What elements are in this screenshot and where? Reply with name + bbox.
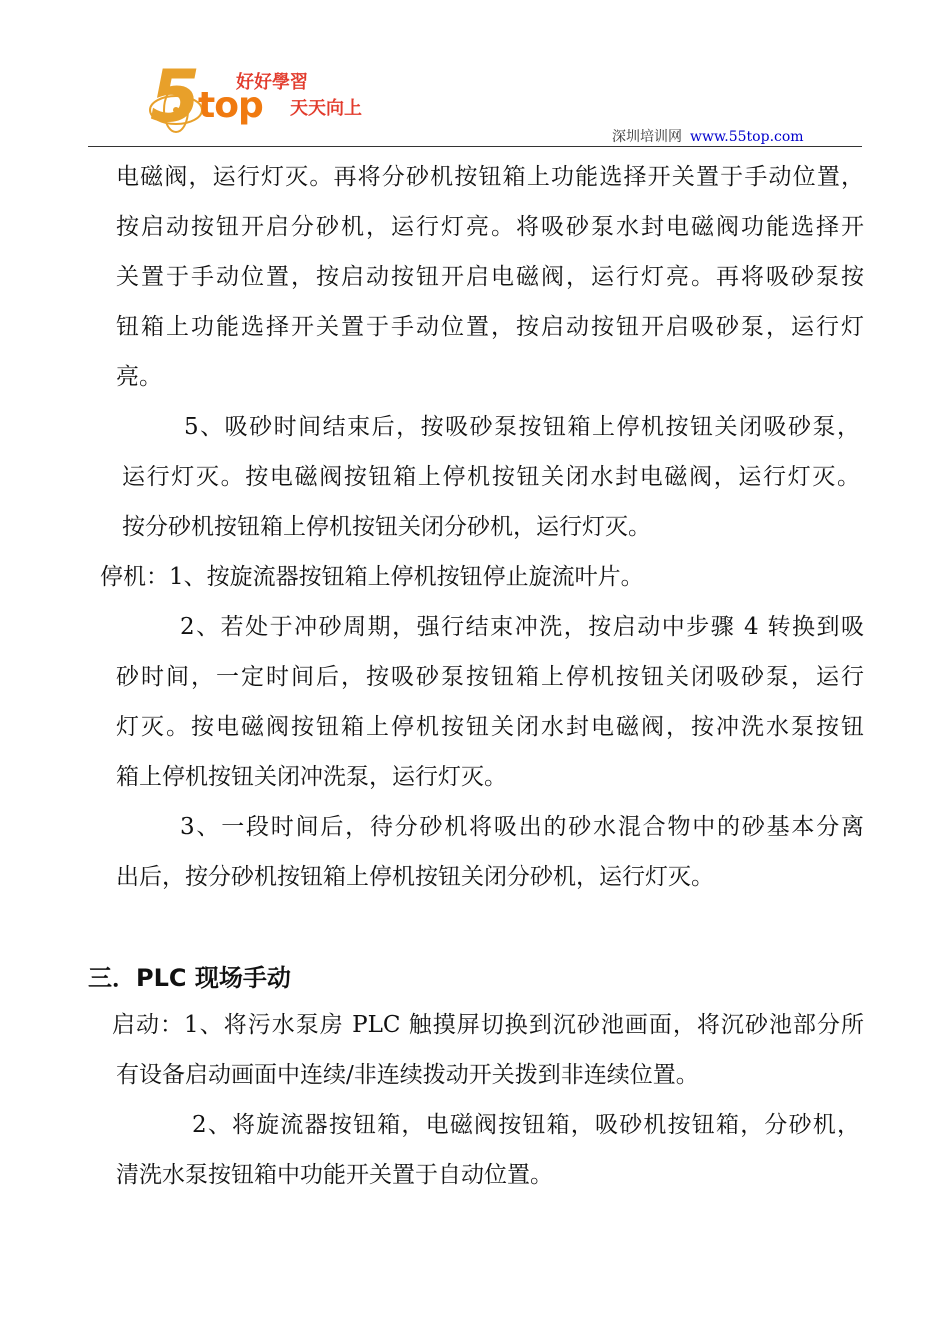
logo-slogan-2: 天天向上 xyxy=(290,98,362,119)
paragraph-line: 停机：1、按旋流器按钮箱上停机按钮停止旋流叶片。 xyxy=(100,564,644,590)
site-url-link[interactable]: www.55top.com xyxy=(690,129,804,145)
paragraph-line: 有设备启动画面中连续/非连续拨动开关拨到非连续位置。 xyxy=(116,1062,699,1088)
paragraph-line: 3、一段时间后，待分砂机将吸出的砂水混合物中的砂基本分离 xyxy=(180,814,864,840)
paragraph-line: 关置于手动位置，按启动按钮开启电磁阀，运行灯亮。再将吸砂泵按 xyxy=(116,264,864,290)
site-info xyxy=(612,126,804,146)
page-header xyxy=(0,0,950,150)
logo-five: 5 xyxy=(150,54,201,138)
logo xyxy=(140,54,380,142)
logo-slogan-1: 好好學習 xyxy=(236,72,308,93)
paragraph-line: 电磁阀，运行灯灭。再将分砂机按钮箱上功能选择开关置于手动位置， xyxy=(116,164,864,190)
paragraph-line: 按启动按钮开启分砂机，运行灯亮。将吸砂泵水封电磁阀功能选择开 xyxy=(116,214,864,240)
paragraph-line: 砂时间，一定时间后，按吸砂泵按钮箱上停机按钮关闭吸砂泵，运行 xyxy=(116,664,864,690)
paragraph-line: 按分砂机按钮箱上停机按钮关闭分砂机，运行灯灭。 xyxy=(122,514,651,540)
paragraph-line: 启动：1、将污水泵房 PLC 触摸屏切换到沉砂池画面，将沉砂池部分所 xyxy=(112,1012,864,1038)
paragraph-line: 钮箱上功能选择开关置于手动位置，按启动按钮开启吸砂泵，运行灯 xyxy=(116,314,864,340)
header-divider xyxy=(88,146,862,147)
paragraph-line: 亮。 xyxy=(116,364,162,390)
logo-top: top xyxy=(198,85,263,126)
paragraph-line: 2、将旋流器按钮箱，电磁阀按钮箱，吸砂机按钮箱，分砂机， xyxy=(192,1112,860,1138)
paragraph-line: 运行灯灭。按电磁阀按钮箱上停机按钮关闭水封电磁阀，运行灯灭。 xyxy=(122,464,860,490)
paragraph-line: 清洗水泵按钮箱中功能开关置于自动位置。 xyxy=(116,1162,553,1188)
paragraph-line: 5、吸砂时间结束后，按吸砂泵按钮箱上停机按钮关闭吸砂泵， xyxy=(184,414,860,440)
paragraph-line: 灯灭。按电磁阀按钮箱上停机按钮关闭水封电磁阀，按冲洗水泵按钮 xyxy=(116,714,864,740)
paragraph-line: 箱上停机按钮关闭冲洗泵，运行灯灭。 xyxy=(116,764,507,790)
paragraph-line: 2、若处于冲砂周期，强行结束冲洗，按启动中步骤 4 转换到吸 xyxy=(180,614,864,640)
paragraph-line: 出后，按分砂机按钮箱上停机按钮关闭分砂机，运行灯灭。 xyxy=(116,864,714,890)
section-heading: 三．PLC 现场手动 xyxy=(88,964,291,992)
site-name: 深圳培训网 xyxy=(612,129,682,145)
